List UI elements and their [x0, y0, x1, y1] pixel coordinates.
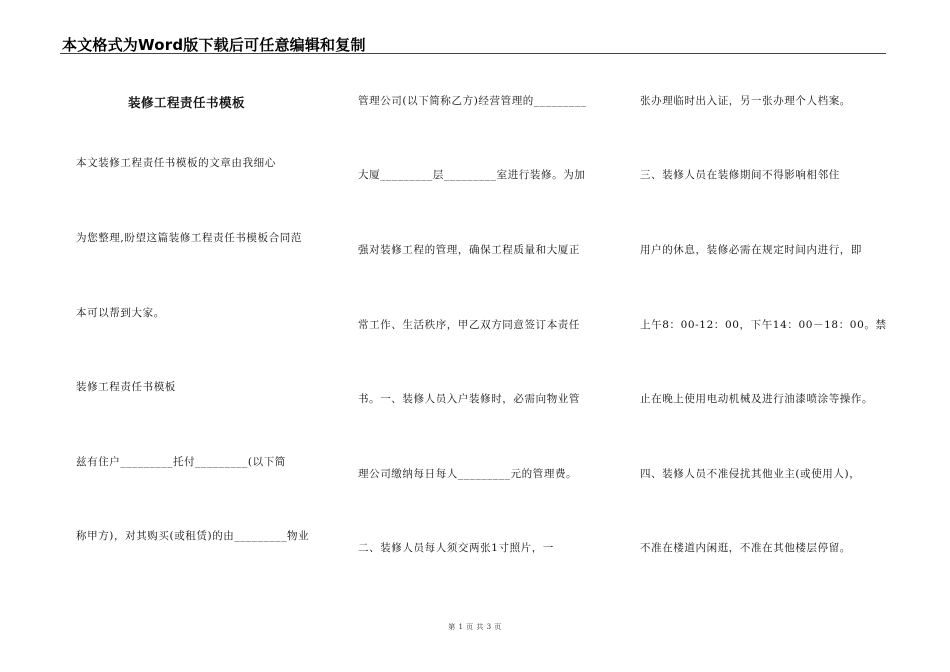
paragraph-line: 本可以帮到大家。: [76, 307, 165, 319]
paragraph-line: 三、装修人员在装修期间不得影响相邻住: [640, 169, 840, 181]
paragraph-line: 为您整理,盼望这篇装修工程责任书模板合同范: [76, 232, 302, 244]
paragraph-line: 用户的休息，装修必需在规定时间内进行，即: [640, 244, 862, 256]
header-divider: [60, 53, 886, 54]
paragraph-line: 强对装修工程的管理，确保工程质量和大厦正: [358, 244, 580, 256]
paragraph-line: 书。一、装修人员入户装修时，必需向物业管: [358, 393, 580, 405]
paragraph-line: 四、装修人员不准侵扰其他业主(或使用人)，: [640, 468, 861, 480]
paragraph-line: 不准在楼道内闲逛，不准在其他楼层停留。: [640, 542, 851, 554]
paragraph-line: 止在晚上使用电动机械及进行油漆喷涂等操作。: [640, 393, 874, 405]
paragraph-line: 二、装修人员每人须交两张1寸照片，一: [358, 542, 554, 554]
paragraph-line: 张办理临时出入证，另一张办理个人档案。: [640, 95, 851, 107]
page-header: 本文格式为Word版下载后可任意编辑和复制: [62, 36, 366, 54]
paragraph-line: 本文装修工程责任书模板的文章由我细心: [76, 157, 276, 169]
paragraph-line: 上午8：00-12：00，下午14：00－18：00。禁: [640, 319, 887, 331]
paragraph-line: 兹有住户_________托付_________(以下简: [76, 456, 286, 468]
paragraph-line: 大厦_________层_________室进行装修。为加: [358, 169, 586, 181]
paragraph-line: 装修工程责任书模板: [76, 381, 176, 393]
paragraph-line: 称甲方)，对其购买(或租赁)的由_________物业: [76, 530, 310, 542]
paragraph-line: 理公司缴纳每日每人_________元的管理费。: [358, 468, 578, 480]
page-number: 第 1 页 共 3 页: [448, 623, 502, 631]
paragraph-line: 常工作、生活秩序，甲乙双方同意签订本责任: [358, 319, 580, 331]
document-title: 装修工程责任书模板: [128, 95, 246, 110]
paragraph-line: 管理公司(以下简称乙方)经营管理的_________: [358, 95, 587, 107]
